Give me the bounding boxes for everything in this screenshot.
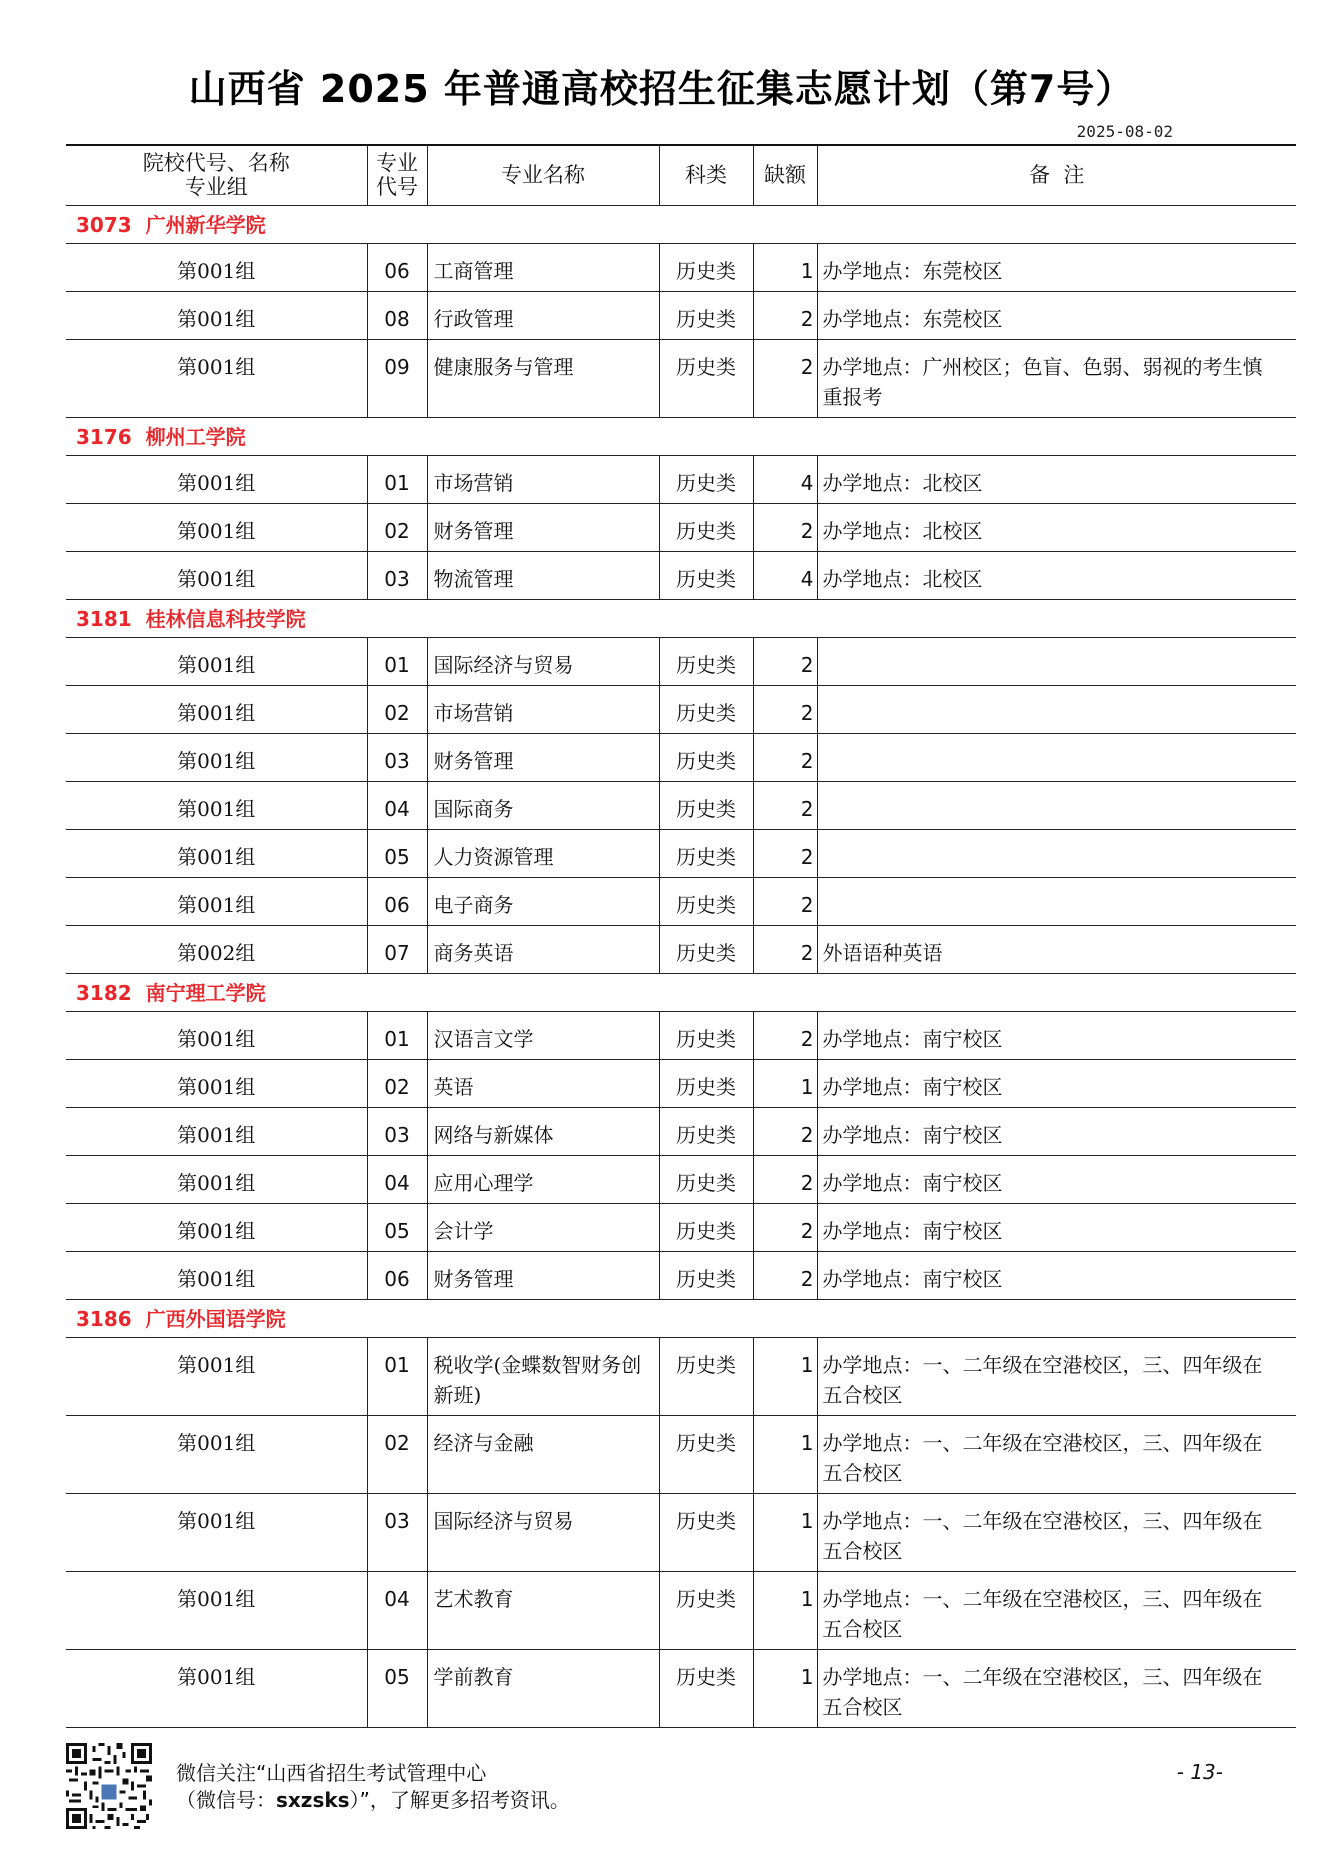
cell-quota: 1 xyxy=(753,1571,817,1649)
cell-note xyxy=(817,829,1296,877)
cell-major-name: 税收学(金蝶数智财务创新班) xyxy=(427,1337,659,1415)
cell-group: 第001组 xyxy=(66,1337,367,1415)
publish-date: 2025-08-02 xyxy=(1076,122,1173,141)
cell-quota: 1 xyxy=(753,1493,817,1571)
table-row xyxy=(66,503,1296,551)
table-body xyxy=(66,205,1296,1727)
cell-major-code: 01 xyxy=(367,455,427,503)
header-school-line1: 院校代号、名称 xyxy=(142,151,290,176)
cell-category: 历史类 xyxy=(659,1203,753,1251)
table-row xyxy=(66,1251,1296,1299)
cell-category: 历史类 xyxy=(659,551,753,599)
cell-group: 第001组 xyxy=(66,1203,367,1251)
cell-group: 第001组 xyxy=(66,637,367,685)
table-row xyxy=(66,1649,1296,1727)
cell-major-name: 国际经济与贸易 xyxy=(427,637,659,685)
cell-category: 历史类 xyxy=(659,1059,753,1107)
table-row xyxy=(66,1059,1296,1107)
header-category: 科类 xyxy=(659,145,753,205)
header-code-line1: 专业 xyxy=(376,151,418,176)
cell-group: 第001组 xyxy=(66,243,367,291)
cell-major-code: 04 xyxy=(367,1155,427,1203)
cell-group: 第001组 xyxy=(66,1059,367,1107)
cell-group: 第001组 xyxy=(66,551,367,599)
school-name: 3176 柳州工学院 xyxy=(66,417,1296,455)
cell-major-name: 国际商务 xyxy=(427,781,659,829)
cell-note xyxy=(817,685,1296,733)
cell-note xyxy=(817,733,1296,781)
cell-quota: 2 xyxy=(753,781,817,829)
header-school-line2: 专业组 xyxy=(184,175,248,200)
school-header-row xyxy=(66,599,1296,637)
cell-quota: 2 xyxy=(753,829,817,877)
cell-major-code: 03 xyxy=(367,551,427,599)
cell-category: 历史类 xyxy=(659,1337,753,1415)
school-name: 3182 南宁理工学院 xyxy=(66,973,1296,1011)
school-header-row xyxy=(66,973,1296,1011)
cell-major-name: 学前教育 xyxy=(427,1649,659,1727)
cell-major-code: 05 xyxy=(367,829,427,877)
qr-code-icon xyxy=(66,1743,152,1829)
cell-major-name: 市场营销 xyxy=(427,685,659,733)
cell-note: 办学地点：北校区 xyxy=(817,503,1296,551)
cell-group: 第001组 xyxy=(66,1011,367,1059)
cell-group: 第001组 xyxy=(66,685,367,733)
cell-category: 历史类 xyxy=(659,503,753,551)
table-row xyxy=(66,455,1296,503)
table-row xyxy=(66,1337,1296,1415)
cell-category: 历史类 xyxy=(659,1107,753,1155)
cell-category: 历史类 xyxy=(659,1649,753,1727)
cell-note: 办学地点：南宁校区 xyxy=(817,1203,1296,1251)
cell-group: 第001组 xyxy=(66,455,367,503)
cell-category: 历史类 xyxy=(659,1251,753,1299)
cell-group: 第001组 xyxy=(66,1571,367,1649)
school-name: 3073 广州新华学院 xyxy=(66,205,1296,243)
cell-note: 办学地点：一、二年级在空港校区，三、四年级在五合校区 xyxy=(817,1337,1296,1415)
plan-table xyxy=(66,144,1296,1728)
cell-major-code: 02 xyxy=(367,503,427,551)
table-row xyxy=(66,1493,1296,1571)
table-row xyxy=(66,1571,1296,1649)
cell-note: 办学地点：广州校区；色盲、色弱、弱视的考生慎重报考 xyxy=(817,339,1296,417)
table-row xyxy=(66,1155,1296,1203)
school-header-row xyxy=(66,417,1296,455)
cell-group: 第001组 xyxy=(66,1251,367,1299)
cell-major-code: 04 xyxy=(367,1571,427,1649)
cell-note: 办学地点：一、二年级在空港校区，三、四年级在五合校区 xyxy=(817,1649,1296,1727)
header-school xyxy=(66,145,367,205)
table-row xyxy=(66,877,1296,925)
cell-category: 历史类 xyxy=(659,291,753,339)
cell-note: 办学地点：南宁校区 xyxy=(817,1155,1296,1203)
cell-note: 办学地点：南宁校区 xyxy=(817,1059,1296,1107)
cell-note: 办学地点：东莞校区 xyxy=(817,243,1296,291)
cell-quota: 2 xyxy=(753,925,817,973)
cell-quota: 1 xyxy=(753,1059,817,1107)
cell-quota: 2 xyxy=(753,1011,817,1059)
cell-quota: 2 xyxy=(753,291,817,339)
cell-category: 历史类 xyxy=(659,243,753,291)
table-row xyxy=(66,1011,1296,1059)
cell-category: 历史类 xyxy=(659,1493,753,1571)
cell-category: 历史类 xyxy=(659,1011,753,1059)
cell-note xyxy=(817,877,1296,925)
school-header-row xyxy=(66,1299,1296,1337)
cell-group: 第001组 xyxy=(66,1649,367,1727)
table-row xyxy=(66,925,1296,973)
cell-group: 第001组 xyxy=(66,1493,367,1571)
cell-major-code: 06 xyxy=(367,877,427,925)
table-row xyxy=(66,1203,1296,1251)
cell-quota: 4 xyxy=(753,455,817,503)
cell-major-name: 财务管理 xyxy=(427,1251,659,1299)
cell-group: 第001组 xyxy=(66,781,367,829)
cell-quota: 2 xyxy=(753,1155,817,1203)
cell-major-name: 物流管理 xyxy=(427,551,659,599)
footer-line1: 微信关注“山西省招生考试管理中心 xyxy=(176,1761,487,1785)
footer-line2-suffix: ）”，了解更多招考资讯。 xyxy=(349,1788,570,1812)
footer-line2-prefix: （微信号： xyxy=(176,1788,276,1812)
cell-quota: 4 xyxy=(753,551,817,599)
cell-quota: 2 xyxy=(753,1107,817,1155)
cell-group: 第001组 xyxy=(66,877,367,925)
cell-group: 第001组 xyxy=(66,339,367,417)
cell-category: 历史类 xyxy=(659,637,753,685)
cell-note: 办学地点：北校区 xyxy=(817,455,1296,503)
cell-major-code: 02 xyxy=(367,1059,427,1107)
cell-major-name: 市场营销 xyxy=(427,455,659,503)
cell-note: 办学地点：北校区 xyxy=(817,551,1296,599)
cell-major-code: 02 xyxy=(367,685,427,733)
cell-major-code: 02 xyxy=(367,1415,427,1493)
cell-category: 历史类 xyxy=(659,455,753,503)
school-name: 3181 桂林信息科技学院 xyxy=(66,599,1296,637)
table-row xyxy=(66,551,1296,599)
table-row xyxy=(66,291,1296,339)
cell-group: 第001组 xyxy=(66,1155,367,1203)
header-name: 专业名称 xyxy=(427,145,659,205)
cell-quota: 2 xyxy=(753,733,817,781)
cell-group: 第002组 xyxy=(66,925,367,973)
cell-note: 办学地点：东莞校区 xyxy=(817,291,1296,339)
header-note: 备 注 xyxy=(817,145,1296,205)
cell-major-name: 财务管理 xyxy=(427,733,659,781)
cell-major-name: 经济与金融 xyxy=(427,1415,659,1493)
cell-quota: 1 xyxy=(753,1649,817,1727)
table-row xyxy=(66,829,1296,877)
cell-major-name: 健康服务与管理 xyxy=(427,339,659,417)
table-header-row xyxy=(66,145,1296,205)
cell-major-name: 国际经济与贸易 xyxy=(427,1493,659,1571)
cell-group: 第001组 xyxy=(66,1107,367,1155)
cell-major-name: 行政管理 xyxy=(427,291,659,339)
cell-note: 办学地点：一、二年级在空港校区，三、四年级在五合校区 xyxy=(817,1493,1296,1571)
cell-group: 第001组 xyxy=(66,291,367,339)
cell-major-code: 06 xyxy=(367,1251,427,1299)
cell-note: 办学地点：一、二年级在空港校区，三、四年级在五合校区 xyxy=(817,1571,1296,1649)
footer-wechat-notice xyxy=(176,1760,570,1814)
header-code xyxy=(367,145,427,205)
cell-note: 办学地点：一、二年级在空港校区，三、四年级在五合校区 xyxy=(817,1415,1296,1493)
page-number: - 13- xyxy=(1176,1760,1223,1784)
cell-category: 历史类 xyxy=(659,829,753,877)
footer-wechat-id: sxzsks xyxy=(276,1788,350,1812)
page-title: 山西省 2025 年普通高校招生征集志愿计划（第7号） xyxy=(188,67,1135,111)
cell-major-code: 03 xyxy=(367,1107,427,1155)
school-header-row xyxy=(66,205,1296,243)
cell-quota: 2 xyxy=(753,637,817,685)
cell-category: 历史类 xyxy=(659,877,753,925)
cell-major-name: 会计学 xyxy=(427,1203,659,1251)
cell-quota: 2 xyxy=(753,503,817,551)
table-row xyxy=(66,1415,1296,1493)
cell-major-code: 03 xyxy=(367,1493,427,1571)
cell-major-name: 工商管理 xyxy=(427,243,659,291)
cell-major-code: 08 xyxy=(367,291,427,339)
cell-quota: 2 xyxy=(753,877,817,925)
cell-category: 历史类 xyxy=(659,1415,753,1493)
cell-major-name: 应用心理学 xyxy=(427,1155,659,1203)
cell-note: 外语语种英语 xyxy=(817,925,1296,973)
footer-line2 xyxy=(176,1787,570,1814)
cell-quota: 1 xyxy=(753,243,817,291)
cell-group: 第001组 xyxy=(66,503,367,551)
cell-major-name: 商务英语 xyxy=(427,925,659,973)
cell-category: 历史类 xyxy=(659,1155,753,1203)
cell-quota: 2 xyxy=(753,1251,817,1299)
table-row xyxy=(66,339,1296,417)
school-name: 3186 广西外国语学院 xyxy=(66,1299,1296,1337)
cell-quota: 2 xyxy=(753,685,817,733)
cell-major-code: 01 xyxy=(367,637,427,685)
cell-quota: 2 xyxy=(753,339,817,417)
cell-note: 办学地点：南宁校区 xyxy=(817,1107,1296,1155)
cell-major-code: 06 xyxy=(367,243,427,291)
cell-major-code: 09 xyxy=(367,339,427,417)
cell-category: 历史类 xyxy=(659,733,753,781)
cell-note xyxy=(817,637,1296,685)
cell-major-name: 财务管理 xyxy=(427,503,659,551)
cell-quota: 2 xyxy=(753,1203,817,1251)
table-row xyxy=(66,243,1296,291)
cell-group: 第001组 xyxy=(66,829,367,877)
cell-major-code: 05 xyxy=(367,1203,427,1251)
cell-quota: 1 xyxy=(753,1337,817,1415)
header-quota: 缺额 xyxy=(753,145,817,205)
table-row xyxy=(66,637,1296,685)
cell-major-code: 01 xyxy=(367,1011,427,1059)
cell-major-name: 电子商务 xyxy=(427,877,659,925)
cell-note: 办学地点：南宁校区 xyxy=(817,1011,1296,1059)
cell-category: 历史类 xyxy=(659,339,753,417)
cell-major-code: 04 xyxy=(367,781,427,829)
cell-major-code: 07 xyxy=(367,925,427,973)
cell-category: 历史类 xyxy=(659,685,753,733)
cell-major-name: 汉语言文学 xyxy=(427,1011,659,1059)
cell-category: 历史类 xyxy=(659,925,753,973)
table-row xyxy=(66,781,1296,829)
table-row xyxy=(66,1107,1296,1155)
header-code-line2: 代号 xyxy=(376,175,418,200)
cell-major-name: 网络与新媒体 xyxy=(427,1107,659,1155)
cell-major-name: 艺术教育 xyxy=(427,1571,659,1649)
cell-note xyxy=(817,781,1296,829)
table-row xyxy=(66,685,1296,733)
cell-category: 历史类 xyxy=(659,1571,753,1649)
cell-note: 办学地点：南宁校区 xyxy=(817,1251,1296,1299)
cell-major-name: 英语 xyxy=(427,1059,659,1107)
cell-major-code: 03 xyxy=(367,733,427,781)
cell-group: 第001组 xyxy=(66,733,367,781)
cell-category: 历史类 xyxy=(659,781,753,829)
cell-quota: 1 xyxy=(753,1415,817,1493)
cell-group: 第001组 xyxy=(66,1415,367,1493)
cell-major-code: 05 xyxy=(367,1649,427,1727)
cell-major-code: 01 xyxy=(367,1337,427,1415)
cell-major-name: 人力资源管理 xyxy=(427,829,659,877)
table-row xyxy=(66,733,1296,781)
